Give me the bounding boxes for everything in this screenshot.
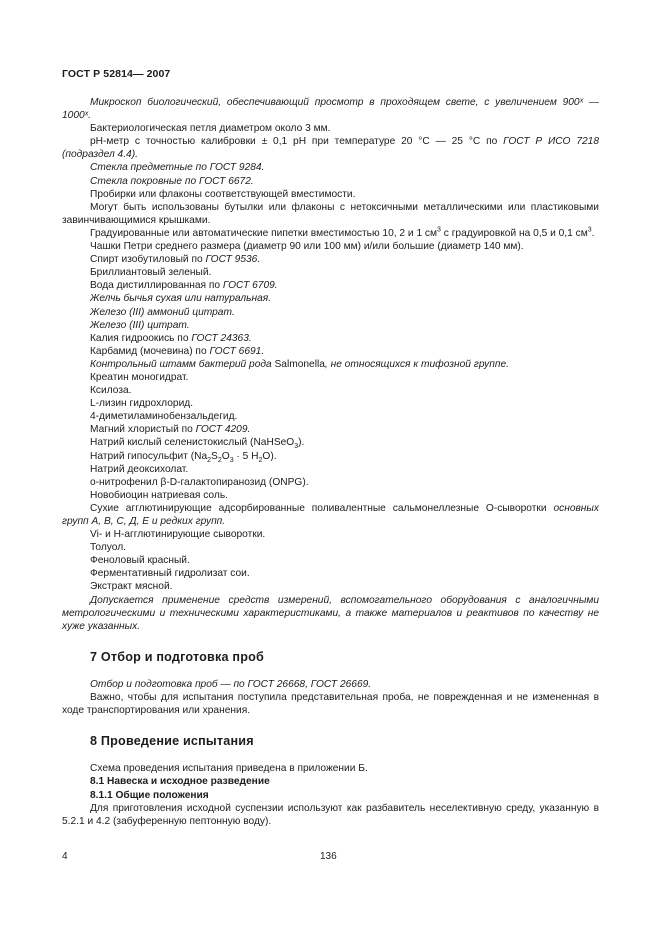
- paragraph-water: [62, 279, 599, 292]
- thio-text-c: O: [221, 450, 230, 462]
- paragraph-sera: [62, 502, 599, 528]
- section-7-paragraph-2: Важно, чтобы для испытания поступила представительная проба, не поврежденная и не измененная в ходе транспортирования или хранения.: [62, 692, 599, 717]
- control-text-a: Контрольный штамм бактерий рода: [90, 358, 275, 370]
- section-8-paragraph-2: Для приготовления исходной суспензии используют как разбавитель неселективную среду, указанную в 5.2.1 и 4.2 (забуференную пептонную воду).: [62, 802, 599, 827]
- paragraph-bile: Желчь бычья сухая или натуральная.: [90, 293, 272, 305]
- thio-sub-2: 2: [217, 456, 222, 464]
- alcohol-text: Спирт изобутиловый по: [90, 254, 206, 266]
- paragraph-ph-meter: [62, 135, 599, 161]
- paragraph-slides: Стекла предметные по ГОСТ 9284.: [90, 162, 265, 174]
- nahseo3-subscript: 3: [294, 443, 299, 451]
- urea-text: Карбамид (мочевина) по: [90, 345, 210, 357]
- sera-text: Сухие агглютинирующие адсорбированные поливалентные сальмонеллезные О-сыворотки: [90, 502, 554, 514]
- paragraph-thiosulfate: [62, 450, 599, 463]
- urea-ref: ГОСТ 6691.: [209, 345, 265, 357]
- document-body: [62, 96, 599, 828]
- mgcl-text: Магний хлористый по: [90, 424, 196, 436]
- thio-sub-4: 2: [258, 456, 263, 464]
- paragraph-soy: Ферментативный гидролизат сои.: [90, 568, 250, 580]
- paragraph-tubes: Пробирки или флаконы соответствующей вместимости.: [90, 188, 356, 200]
- page-number-left: 4: [62, 851, 68, 862]
- section-8-title: 8 Проведение испытания: [90, 734, 254, 749]
- paragraph-control-strain: [62, 358, 599, 371]
- paragraph-bottles: Могут быть использованы бутылки или флаконы с нетоксичными металлическими или пластиковыми завинчивающимися крышками.: [62, 201, 599, 226]
- paragraph-microscope: Микроскоп биологический, обеспечивающий просмотр в проходящем свете, с увеличением 900ˣ — 1000ˣ.: [62, 97, 599, 122]
- thio-sub-3: 3: [229, 456, 234, 464]
- thio-text-a: Натрий гипосульфит (Na: [90, 450, 208, 462]
- paragraph-iron-ammonium: Железо (III) аммоний цитрат.: [90, 306, 235, 318]
- pipettes-text-a: Градуированные или автоматические пипетки вместимостью 10, 2 и 1 см: [90, 227, 438, 239]
- paragraph-xylose: Ксилоза.: [90, 385, 132, 397]
- ph-meter-text: рН-метр с точностью калибровки ± 0,1 рН при температуре 20 °С — 25 °С по: [90, 136, 504, 148]
- paragraph-phenol-red: Феноловый красный.: [90, 555, 190, 567]
- paragraph-lysine: L-лизин гидрохлорид.: [90, 398, 194, 410]
- paragraph-onpg: о-нитрофенил β-D-галактопиранозид (ONPG).: [90, 476, 309, 488]
- thio-text-b: S: [211, 450, 218, 462]
- section-8-paragraph-1: Схема проведения испытания приведена в приложении Б.: [90, 763, 368, 775]
- paragraph-green: Бриллиантовый зеленый.: [90, 267, 212, 279]
- nahseo3-text-b: ).: [298, 437, 305, 449]
- control-text-c: , не относящихся к тифозной группе.: [324, 358, 509, 370]
- paragraph-iron-citrate: Железо (III) цитрат.: [90, 319, 190, 331]
- paragraph-toluol: Толуол.: [90, 542, 126, 554]
- nahseo3-text-a: Натрий кислый селенистокислый (NaHSeO: [90, 437, 295, 449]
- koh-ref: ГОСТ 24363.: [191, 332, 252, 344]
- paragraph-nahseo3: [62, 436, 599, 449]
- paragraph-petri: Чашки Петри среднего размера (диаметр 90 или 100 мм) и/или большие (диаметр 140 мм).: [90, 241, 524, 253]
- pipettes-text-c: .: [591, 227, 595, 239]
- pipettes-text-b: с градуировкой на 0,5 и 0,1 см: [440, 227, 588, 239]
- paragraph-novobiocin: Новобиоцин натриевая соль.: [90, 489, 228, 501]
- paragraph-cover-glass: Стекла покровные по ГОСТ 6672.: [90, 175, 254, 187]
- mgcl-ref: ГОСТ 4209.: [195, 424, 251, 436]
- subsection-8-1-title: 8.1 Навеска и исходное разведение: [90, 776, 270, 788]
- section-7-title: 7 Отбор и подготовка проб: [90, 649, 264, 664]
- paragraph-allowed: Допускается применение средств измерений, вспомогательного оборудования с аналогичными метрологическими и техническими характеристиками, а также материалов и реактивов по качеству не хуже указанных.: [62, 594, 599, 632]
- paragraph-dimethyl: 4-диметиламинобензальдегид.: [90, 411, 238, 423]
- paragraph-koh: [62, 332, 599, 345]
- control-genus: Salmonella: [274, 358, 325, 370]
- paragraph-mgcl: [62, 423, 599, 436]
- paragraph-meat-extract: Экстракт мясной.: [90, 581, 173, 593]
- paragraph-urea: [62, 345, 599, 358]
- ph-meter-ref: ГОСТ Р ИСО 7218 (подраздел 4.4).: [62, 136, 599, 161]
- paragraph-pipettes: Градуированные или автоматические пипетки вместимостью 10, 2 и 1 $см^3$ с градуировкой на 0,5 и 0,1 $см^3$.: [90, 226, 595, 239]
- thio-text-d: · 5 H: [233, 450, 259, 462]
- alcohol-ref: ГОСТ 9536.: [205, 254, 261, 266]
- paragraph-alcohol: [62, 253, 599, 266]
- paragraph-creatine: Креатин моногидрат.: [90, 371, 189, 383]
- sera-groups: основных групп А, В, С, Д, Е и редких групп.: [62, 502, 599, 527]
- thio-sub-1: 2: [207, 456, 212, 464]
- subsection-8-1-1-title: 8.1.1 Общие положения: [90, 789, 209, 801]
- paragraph-vi-h-sera: Vi- и Н-агглютинирующие сыворотки.: [90, 529, 266, 541]
- thio-text-e: O).: [262, 450, 277, 462]
- paragraph-deoxycholate: Натрий деоксихолат.: [90, 463, 189, 475]
- section-7-paragraph-1: Отбор и подготовка проб — по ГОСТ 26668, ГОСТ 26669.: [90, 678, 372, 690]
- page-number-center: 136: [320, 851, 337, 862]
- water-text: Вода дистиллированная по: [90, 280, 223, 292]
- koh-text: Калия гидроокись по: [90, 332, 192, 344]
- water-ref: ГОСТ 6709.: [222, 280, 278, 292]
- paragraph-loop: Бактериологическая петля диаметром около 3 мм.: [90, 123, 331, 135]
- document-header: ГОСТ Р 52814— 2007: [62, 68, 171, 80]
